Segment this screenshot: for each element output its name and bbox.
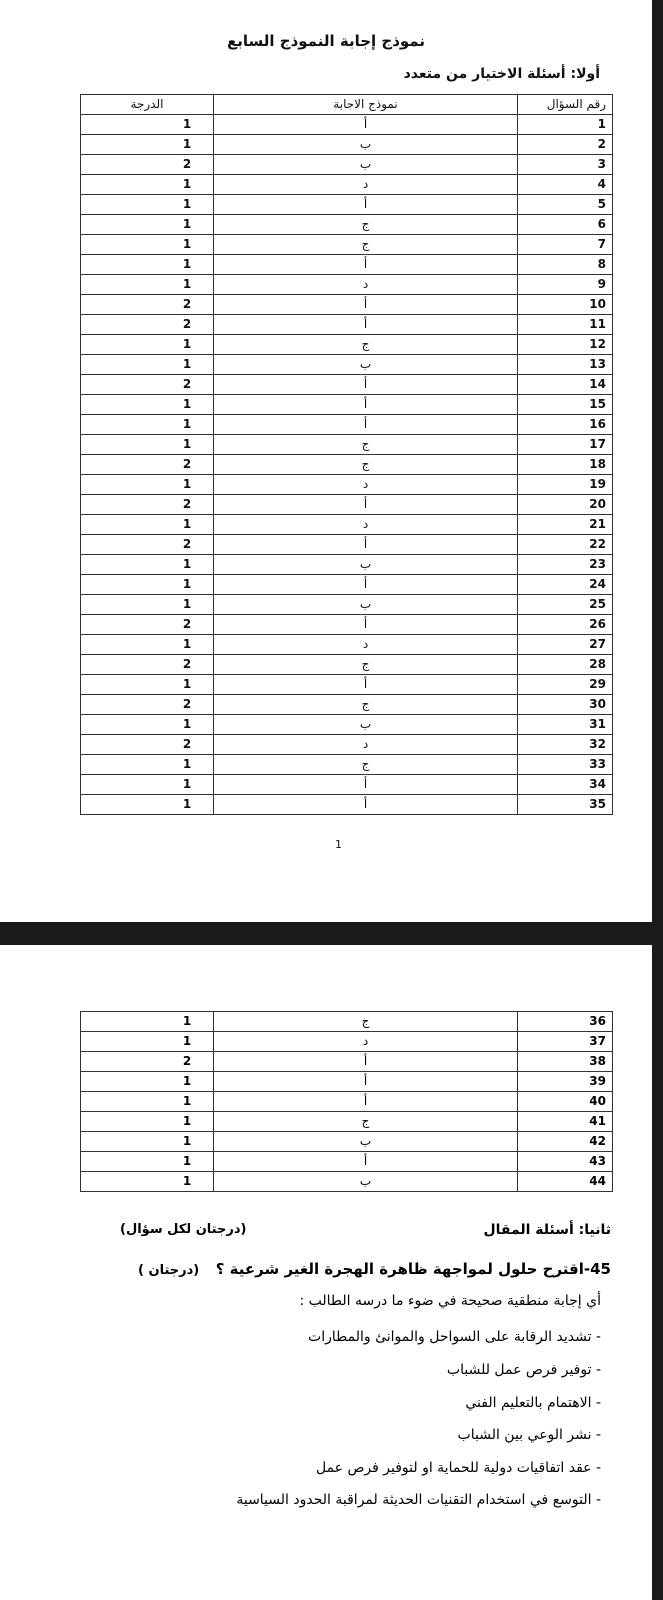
grade-cell: 1	[81, 255, 214, 275]
answer-cell: ب	[214, 135, 518, 155]
answer-cell: أ	[214, 315, 518, 335]
question-number-cell: 16	[518, 415, 613, 435]
grade-cell: 1	[81, 1032, 214, 1052]
question-number-cell: 27	[518, 635, 613, 655]
grade-cell: 1	[81, 555, 214, 575]
question-number-cell: 8	[518, 255, 613, 275]
grade-cell: 2	[81, 535, 214, 555]
answer-cell: ج	[214, 455, 518, 475]
grade-cell: 1	[81, 1012, 214, 1032]
question-number-cell: 13	[518, 355, 613, 375]
table-row	[81, 175, 613, 195]
answer-cell: أ	[214, 615, 518, 635]
table-row	[81, 1052, 613, 1072]
grade-cell: 1	[81, 195, 214, 215]
page-number: 1	[335, 838, 342, 851]
question-number-cell: 11	[518, 315, 613, 335]
table-row	[81, 675, 613, 695]
table-row	[81, 235, 613, 255]
table-row	[81, 455, 613, 475]
answer-cell: ج	[214, 215, 518, 235]
answer-point: - توفير فرص عمل للشباب	[446, 1362, 601, 1378]
table-row	[81, 515, 613, 535]
answer-cell: أ	[214, 1072, 518, 1092]
table-row	[81, 135, 613, 155]
question-number-cell: 26	[518, 615, 613, 635]
answer-cell: أ	[214, 415, 518, 435]
question-number-cell: 7	[518, 235, 613, 255]
question-number-cell: 41	[518, 1112, 613, 1132]
question-number-cell: 37	[518, 1032, 613, 1052]
grade-cell: 1	[81, 115, 214, 135]
answer-cell: ج	[214, 1012, 518, 1032]
grade-cell: 1	[81, 435, 214, 455]
answer-cell: أ	[214, 375, 518, 395]
grade-cell: 1	[81, 135, 214, 155]
answer-point: - عقد اتفاقيات دولية للحماية او لتوفير فرص عمل	[315, 1460, 601, 1476]
question-number-cell: 39	[518, 1072, 613, 1092]
table-row	[81, 295, 613, 315]
answer-cell: أ	[214, 1152, 518, 1172]
grade-cell: 2	[81, 295, 214, 315]
table-row	[81, 715, 613, 735]
question-number-cell: 23	[518, 555, 613, 575]
grade-cell: 1	[81, 795, 214, 815]
grade-cell: 2	[81, 455, 214, 475]
question-number-cell: 4	[518, 175, 613, 195]
grade-cell: 2	[81, 155, 214, 175]
grade-cell: 1	[81, 475, 214, 495]
question-number-cell: 28	[518, 655, 613, 675]
answer-cell: ج	[214, 335, 518, 355]
question-number-cell: 18	[518, 455, 613, 475]
answer-cell: د	[214, 1032, 518, 1052]
answer-cell: أ	[214, 1092, 518, 1112]
grade-cell: 1	[81, 1112, 214, 1132]
answer-key-table-page-1	[80, 94, 613, 815]
table-row	[81, 335, 613, 355]
marks-per-question-note: (درجتان لكل سؤال)	[120, 1222, 247, 1237]
grade-cell: 1	[81, 235, 214, 255]
table-row	[81, 575, 613, 595]
table-row	[81, 395, 613, 415]
answer-cell: ب	[214, 1132, 518, 1152]
table-row	[81, 755, 613, 775]
grade-cell: 2	[81, 495, 214, 515]
question-number-cell: 1	[518, 115, 613, 135]
table-row	[81, 195, 613, 215]
table-row	[81, 415, 613, 435]
question-number-cell: 3	[518, 155, 613, 175]
question-number-cell: 29	[518, 675, 613, 695]
answer-cell: ب	[214, 155, 518, 175]
answer-cell: ب	[214, 355, 518, 375]
question-number-cell: 38	[518, 1052, 613, 1072]
answer-key-table-page-2	[80, 1011, 613, 1192]
question-number-cell: 5	[518, 195, 613, 215]
grade-cell: 1	[81, 775, 214, 795]
table-row	[81, 1132, 613, 1152]
section-essay-title: ثانيا: أسئلة المقال	[483, 1222, 611, 1238]
question-number-cell: 40	[518, 1092, 613, 1112]
question-number-cell: 20	[518, 495, 613, 515]
answer-cell: د	[214, 475, 518, 495]
grade-cell: 2	[81, 315, 214, 335]
answer-cell: أ	[214, 395, 518, 415]
table-row	[81, 275, 613, 295]
grade-cell: 1	[81, 1092, 214, 1112]
answer-rows	[81, 115, 613, 815]
answer-point: - التوسع في استخدام التقنيات الحديثة لمراقبة الحدود السياسية	[236, 1492, 601, 1508]
grade-cell: 1	[81, 715, 214, 735]
table-row	[81, 355, 613, 375]
question-number-cell: 31	[518, 715, 613, 735]
grade-cell: 2	[81, 1052, 214, 1072]
question-number-cell: 33	[518, 755, 613, 775]
grade-cell: 1	[81, 1072, 214, 1092]
grade-cell: 1	[81, 355, 214, 375]
table-row	[81, 1172, 613, 1192]
grade-cell: 1	[81, 335, 214, 355]
answer-cell: د	[214, 175, 518, 195]
answer-cell: ب	[214, 1172, 518, 1192]
answer-cell: د	[214, 635, 518, 655]
grade-cell: 1	[81, 275, 214, 295]
answer-cell: ج	[214, 755, 518, 775]
table-row	[81, 735, 613, 755]
answer-cell: ج	[214, 235, 518, 255]
grade-cell: 1	[81, 175, 214, 195]
question-number-cell: 25	[518, 595, 613, 615]
answer-cell: ب	[214, 595, 518, 615]
table-row	[81, 315, 613, 335]
answer-cell: أ	[214, 775, 518, 795]
table-row	[81, 1012, 613, 1032]
grade-cell: 1	[81, 1152, 214, 1172]
table-row	[81, 775, 613, 795]
question-number-cell: 14	[518, 375, 613, 395]
table-row	[81, 1112, 613, 1132]
question-number-cell: 30	[518, 695, 613, 715]
question-number-cell: 34	[518, 775, 613, 795]
question-number-cell: 19	[518, 475, 613, 495]
answer-cell: أ	[214, 195, 518, 215]
table-row	[81, 435, 613, 455]
answer-rows	[81, 1012, 613, 1192]
answer-cell: أ	[214, 575, 518, 595]
table-row	[81, 255, 613, 275]
question-number-cell: 32	[518, 735, 613, 755]
table-row	[81, 495, 613, 515]
question-number-cell: 42	[518, 1132, 613, 1152]
answer-cell: أ	[214, 795, 518, 815]
table-row	[81, 215, 613, 235]
grade-cell: 1	[81, 415, 214, 435]
question-number-cell: 21	[518, 515, 613, 535]
answer-cell: أ	[214, 535, 518, 555]
question-number-cell: 44	[518, 1172, 613, 1192]
question-number-cell: 9	[518, 275, 613, 295]
table-header-row	[81, 95, 613, 115]
grade-cell: 2	[81, 655, 214, 675]
grade-cell: 2	[81, 615, 214, 635]
table-row	[81, 1152, 613, 1172]
document-title: نموذج إجابة النموذج السابع	[227, 32, 425, 50]
grade-cell: 1	[81, 595, 214, 615]
question-45-intro: أي إجابة منطقية صحيحة في ضوء ما درسه الطالب :	[299, 1293, 601, 1309]
header-grade: الدرجة	[81, 95, 214, 115]
answer-cell: د	[214, 515, 518, 535]
question-number-cell: 22	[518, 535, 613, 555]
question-number-cell: 6	[518, 215, 613, 235]
answer-cell: ج	[214, 435, 518, 455]
table-row	[81, 615, 613, 635]
grade-cell: 1	[81, 635, 214, 655]
header-question-number: رقم السؤال	[518, 95, 613, 115]
question-number-cell: 43	[518, 1152, 613, 1172]
table-row	[81, 795, 613, 815]
grade-cell: 1	[81, 515, 214, 535]
table-row	[81, 555, 613, 575]
table-row	[81, 115, 613, 135]
question-number-cell: 12	[518, 335, 613, 355]
grade-cell: 1	[81, 1132, 214, 1152]
answer-cell: أ	[214, 115, 518, 135]
table-row	[81, 1032, 613, 1052]
answer-cell: د	[214, 275, 518, 295]
grade-cell: 1	[81, 395, 214, 415]
question-number-cell: 15	[518, 395, 613, 415]
answer-cell: أ	[214, 1052, 518, 1072]
section-multiple-choice-title: أولا: أسئلة الاختيار من متعدد	[403, 66, 600, 82]
question-number-cell: 10	[518, 295, 613, 315]
answer-cell: ج	[214, 655, 518, 675]
table-row	[81, 1072, 613, 1092]
question-number-cell: 35	[518, 795, 613, 815]
table-row	[81, 375, 613, 395]
screen-edge	[652, 0, 663, 1600]
table-row	[81, 535, 613, 555]
question-45: 45-اقترح حلول لمواجهة ظاهرة الهجرة الغير شرعية ؟	[215, 1260, 611, 1278]
question-number-cell: 17	[518, 435, 613, 455]
table-row	[81, 1092, 613, 1112]
table-row	[81, 475, 613, 495]
answer-cell: ج	[214, 1112, 518, 1132]
table-row	[81, 655, 613, 675]
answer-cell: ج	[214, 695, 518, 715]
table-row	[81, 155, 613, 175]
answer-cell: أ	[214, 255, 518, 275]
grade-cell: 2	[81, 375, 214, 395]
table-row	[81, 595, 613, 615]
question-45-marks: (درجتان )	[138, 1263, 200, 1278]
table-row	[81, 635, 613, 655]
grade-cell: 2	[81, 695, 214, 715]
answer-point: - نشر الوعي بين الشباب	[457, 1427, 601, 1443]
table-row	[81, 695, 613, 715]
grade-cell: 1	[81, 675, 214, 695]
answer-cell: أ	[214, 675, 518, 695]
grade-cell: 1	[81, 1172, 214, 1192]
header-answer-key: نموذج الاجابة	[214, 95, 518, 115]
question-number-cell: 36	[518, 1012, 613, 1032]
answer-cell: ب	[214, 555, 518, 575]
answer-cell: أ	[214, 495, 518, 515]
answer-point: - تشديد الرقابة على السواحل والموانئ والمطارات	[308, 1329, 601, 1345]
grade-cell: 1	[81, 215, 214, 235]
question-number-cell: 2	[518, 135, 613, 155]
grade-cell: 1	[81, 755, 214, 775]
answer-cell: ب	[214, 715, 518, 735]
grade-cell: 1	[81, 575, 214, 595]
question-number-cell: 24	[518, 575, 613, 595]
answer-point: - الاهتمام بالتعليم الفني	[465, 1395, 601, 1411]
grade-cell: 2	[81, 735, 214, 755]
answer-cell: أ	[214, 295, 518, 315]
answer-cell: د	[214, 735, 518, 755]
